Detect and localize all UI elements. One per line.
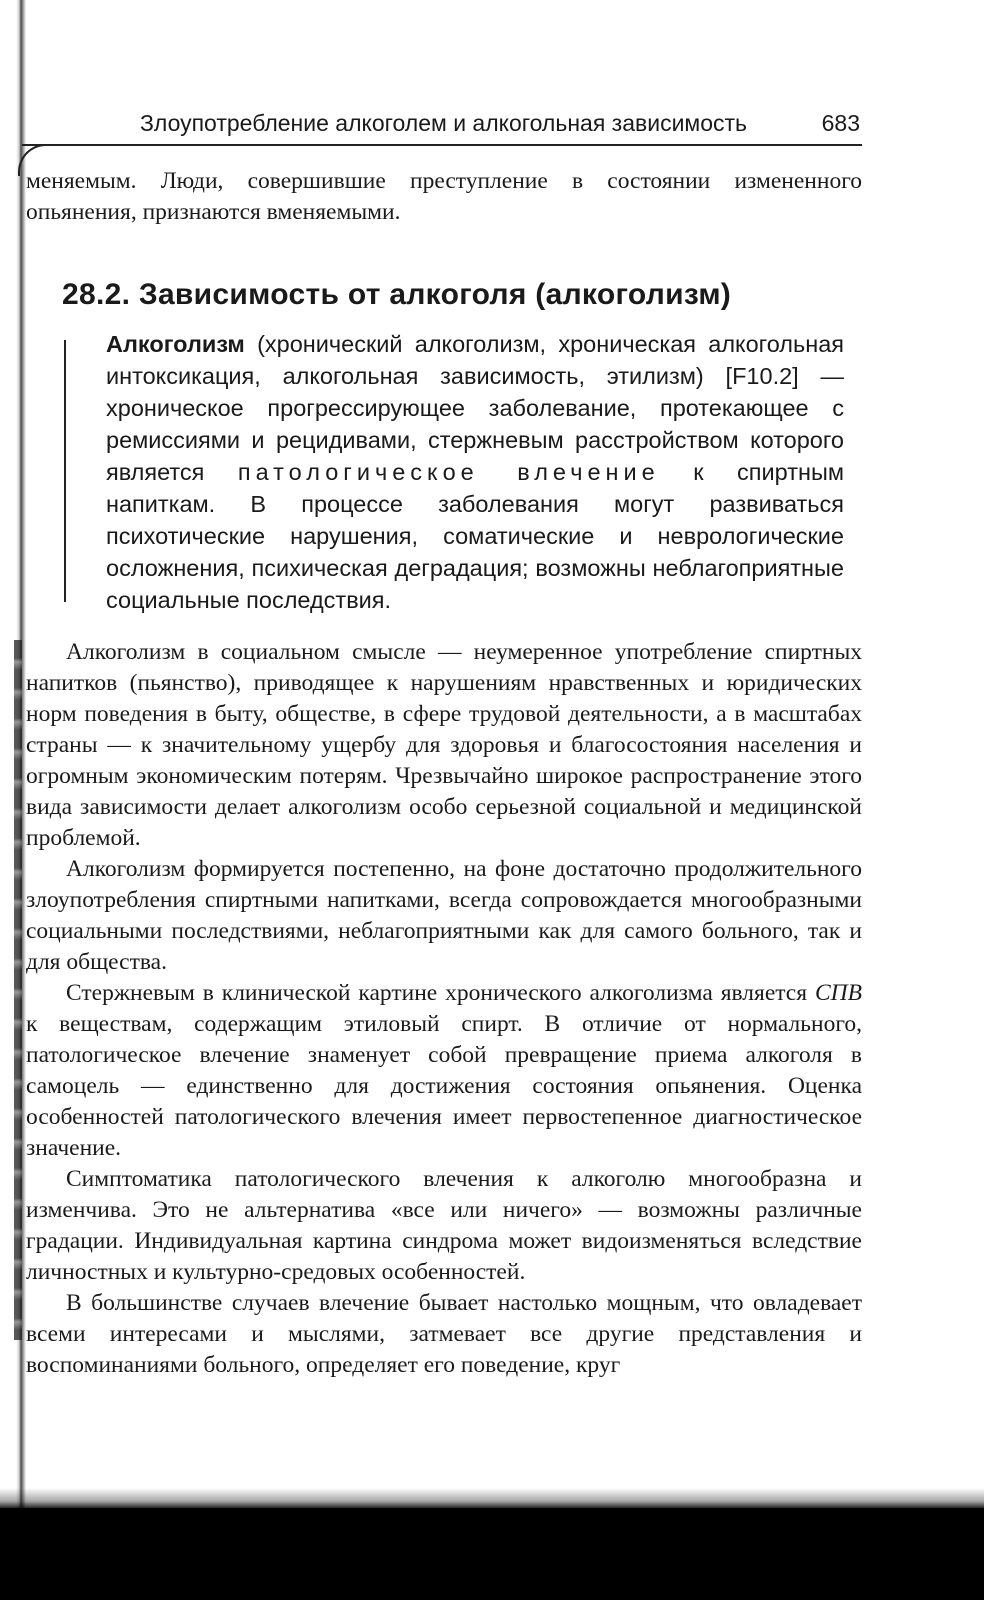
scan-binding-edge xyxy=(0,0,26,1520)
paragraph-3 xyxy=(26,978,862,1164)
definition-part2: к спиртным напиткам. В процессе заболевания могут развиваться психотические нарушения, соматические и неврологические осложнения, психическая деградация; возможны неблагоприятные социальные последствия. xyxy=(106,459,844,613)
definition-part1: (хронический алкоголизм, хроническая алкогольная интоксикация, алкогольная зависимость, этилизм) [F10.2] — хроническое прогрессирующее заболевание, протекающее с ремиссиями и рецидивами, стержневым расстройством которого является xyxy=(106,331,844,485)
definition-spaced-phrase: патологическое влечение xyxy=(237,459,660,485)
paragraph-1: Алкоголизм в социальном смысле — неумеренное употребление спиртных напитков (пьянство), приводящее к нарушениям нравственных и юридических норм поведения в быту, обществе, в сфере трудовой деятельности, а в масштабах страны — к значительному ущербу для здоровья и благосостояния населения и огромным экономическим потерям. Чрезвычайно широкое распространение этого вида зависимости делает алкоголизм особо серьезной социальной и медицинской проблемой. xyxy=(26,639,862,851)
page-number: 683 xyxy=(821,110,860,136)
intro-paragraph: меняемым. Люди, совершившие преступление в состоянии измененного опьянения, признаются вменяемыми. xyxy=(26,168,862,225)
paragraph-2: Алкоголизм формируется постепенно, на фоне достаточно продолжительного злоупотребления спиртными напитками, всегда сопровождается многообразными социальными последствиями, неблагоприятными как для самого больного, так и для общества. xyxy=(26,856,862,975)
paragraph-4: Симптоматика патологического влечения к алкоголю многообразна и изменчива. Это не альтернатива «все или ничего» — возможны различные градации. Индивидуальная картина синдрома может видоизменяться вследствие личностных и культурно-средовых особенностей. xyxy=(26,1166,862,1285)
definition-bar xyxy=(64,340,66,602)
header-rule xyxy=(22,144,862,146)
definition-term: Алкоголизм xyxy=(106,331,245,357)
section-title: 28.2. Зависимость от алкоголя (алкоголизм) xyxy=(62,278,732,311)
main-text xyxy=(26,637,862,1381)
running-title: Злоупотребление алкоголем и алкогольная зависимость xyxy=(140,110,748,136)
paragraph-3-abbr: СПВ xyxy=(815,980,862,1006)
scan-bottom-band xyxy=(0,1508,984,1600)
paragraph-5: В большинстве случаев влечение бывает настолько мощным, что овладевает всеми интересами и мыслями, затмевает все другие представления и воспоминаниями больного, определяет его поведение, круг xyxy=(26,1290,862,1378)
intro-block xyxy=(26,166,862,228)
scan-binding-shadow xyxy=(14,640,22,1340)
paragraph-3-end: к веществам, содержащим этиловый спирт. В отличие от нормального, патологическое влечение знаменует собой превращение приема алкоголя в самоцель — единственно для достижения состояния опьянения. Оценка особенностей патологического влечения имеет первостепенное диагностическое значение. xyxy=(26,1011,862,1161)
scan-bottom-fade xyxy=(0,1488,984,1510)
definition-box xyxy=(106,328,844,616)
paragraph-3-start: Стержневым в клинической картине хронического алкоголизма является xyxy=(66,980,815,1006)
running-head xyxy=(140,110,860,137)
